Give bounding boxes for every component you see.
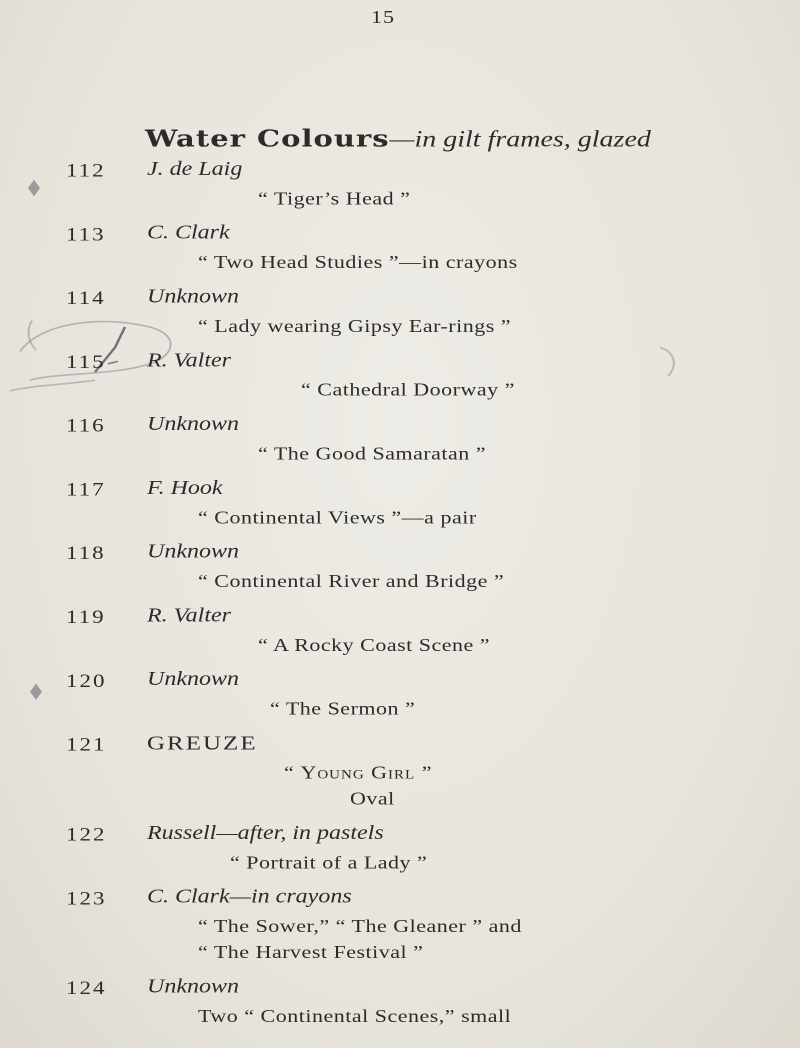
lot-title: “ The Good Samaratan ” [258,443,487,464]
lot-title: “ Continental Views ”—a pair [198,506,477,528]
lot-title: “ Young Girl ” [284,762,433,783]
lot-artist: Unknown [147,976,239,998]
lot-title: “ A Rocky Coast Scene ” [258,634,491,655]
lot-artist: J. de Laig [147,158,243,180]
lot-number: 115 [66,351,106,373]
lot-artist: C. Clark—in crayons [147,886,352,908]
lot-title-line-2: Oval [350,788,395,809]
lot-title: “ Portrait of a Lady ” [230,851,428,873]
section-heading [145,124,651,153]
lot-artist: C. Clark [147,222,230,244]
lot-artist: R. Valter [147,605,231,627]
lot-title: “ Lady wearing Gipsy Ear-rings ” [198,315,512,337]
page-number: 15 [371,6,395,27]
lot-title: “ Continental River and Bridge ” [198,570,505,592]
heading-subtitle: —in gilt frames, glazed [389,126,651,153]
lot-number: 121 [66,734,107,755]
lot-artist: Russell—after, in pastels [147,822,384,844]
lot-number: 113 [66,224,106,245]
lot-artist: F. Hook [147,477,223,499]
lot-number: 112 [66,160,106,181]
lot-artist: Unknown [147,413,239,435]
heading-blackletter: Water Colours [145,124,390,153]
lot-number: 123 [66,887,107,909]
lot-title: “ Tiger’s Head ” [258,188,411,209]
lot-title: “ Two Head Studies ”—in crayons [198,251,518,273]
lot-number: 118 [66,542,106,564]
lot-artist: R. Valter [147,349,231,372]
lot-artist: Unknown [147,286,239,308]
lot-number: 120 [66,670,107,691]
lot-title: “ The Sower,” “ The Gleaner ” and [198,915,522,937]
lot-number: 116 [66,415,106,436]
lot-title: “ The Sermon ” [270,698,416,719]
lot-artist: Unknown [147,668,239,691]
lot-number: 117 [66,479,106,500]
lot-title-line-2: “ The Harvest Festival ” [198,941,424,963]
lot-number: 114 [66,287,106,309]
lot-number: 124 [66,977,107,999]
lot-number: 122 [66,824,107,845]
lot-number: 119 [66,606,106,628]
lot-artist: Unknown [147,541,239,563]
lot-artist: GREUZE [147,732,258,755]
lot-title: “ Cathedral Doorway ” [301,379,515,400]
lot-title: Two “ Continental Scenes,” small [198,1005,512,1027]
